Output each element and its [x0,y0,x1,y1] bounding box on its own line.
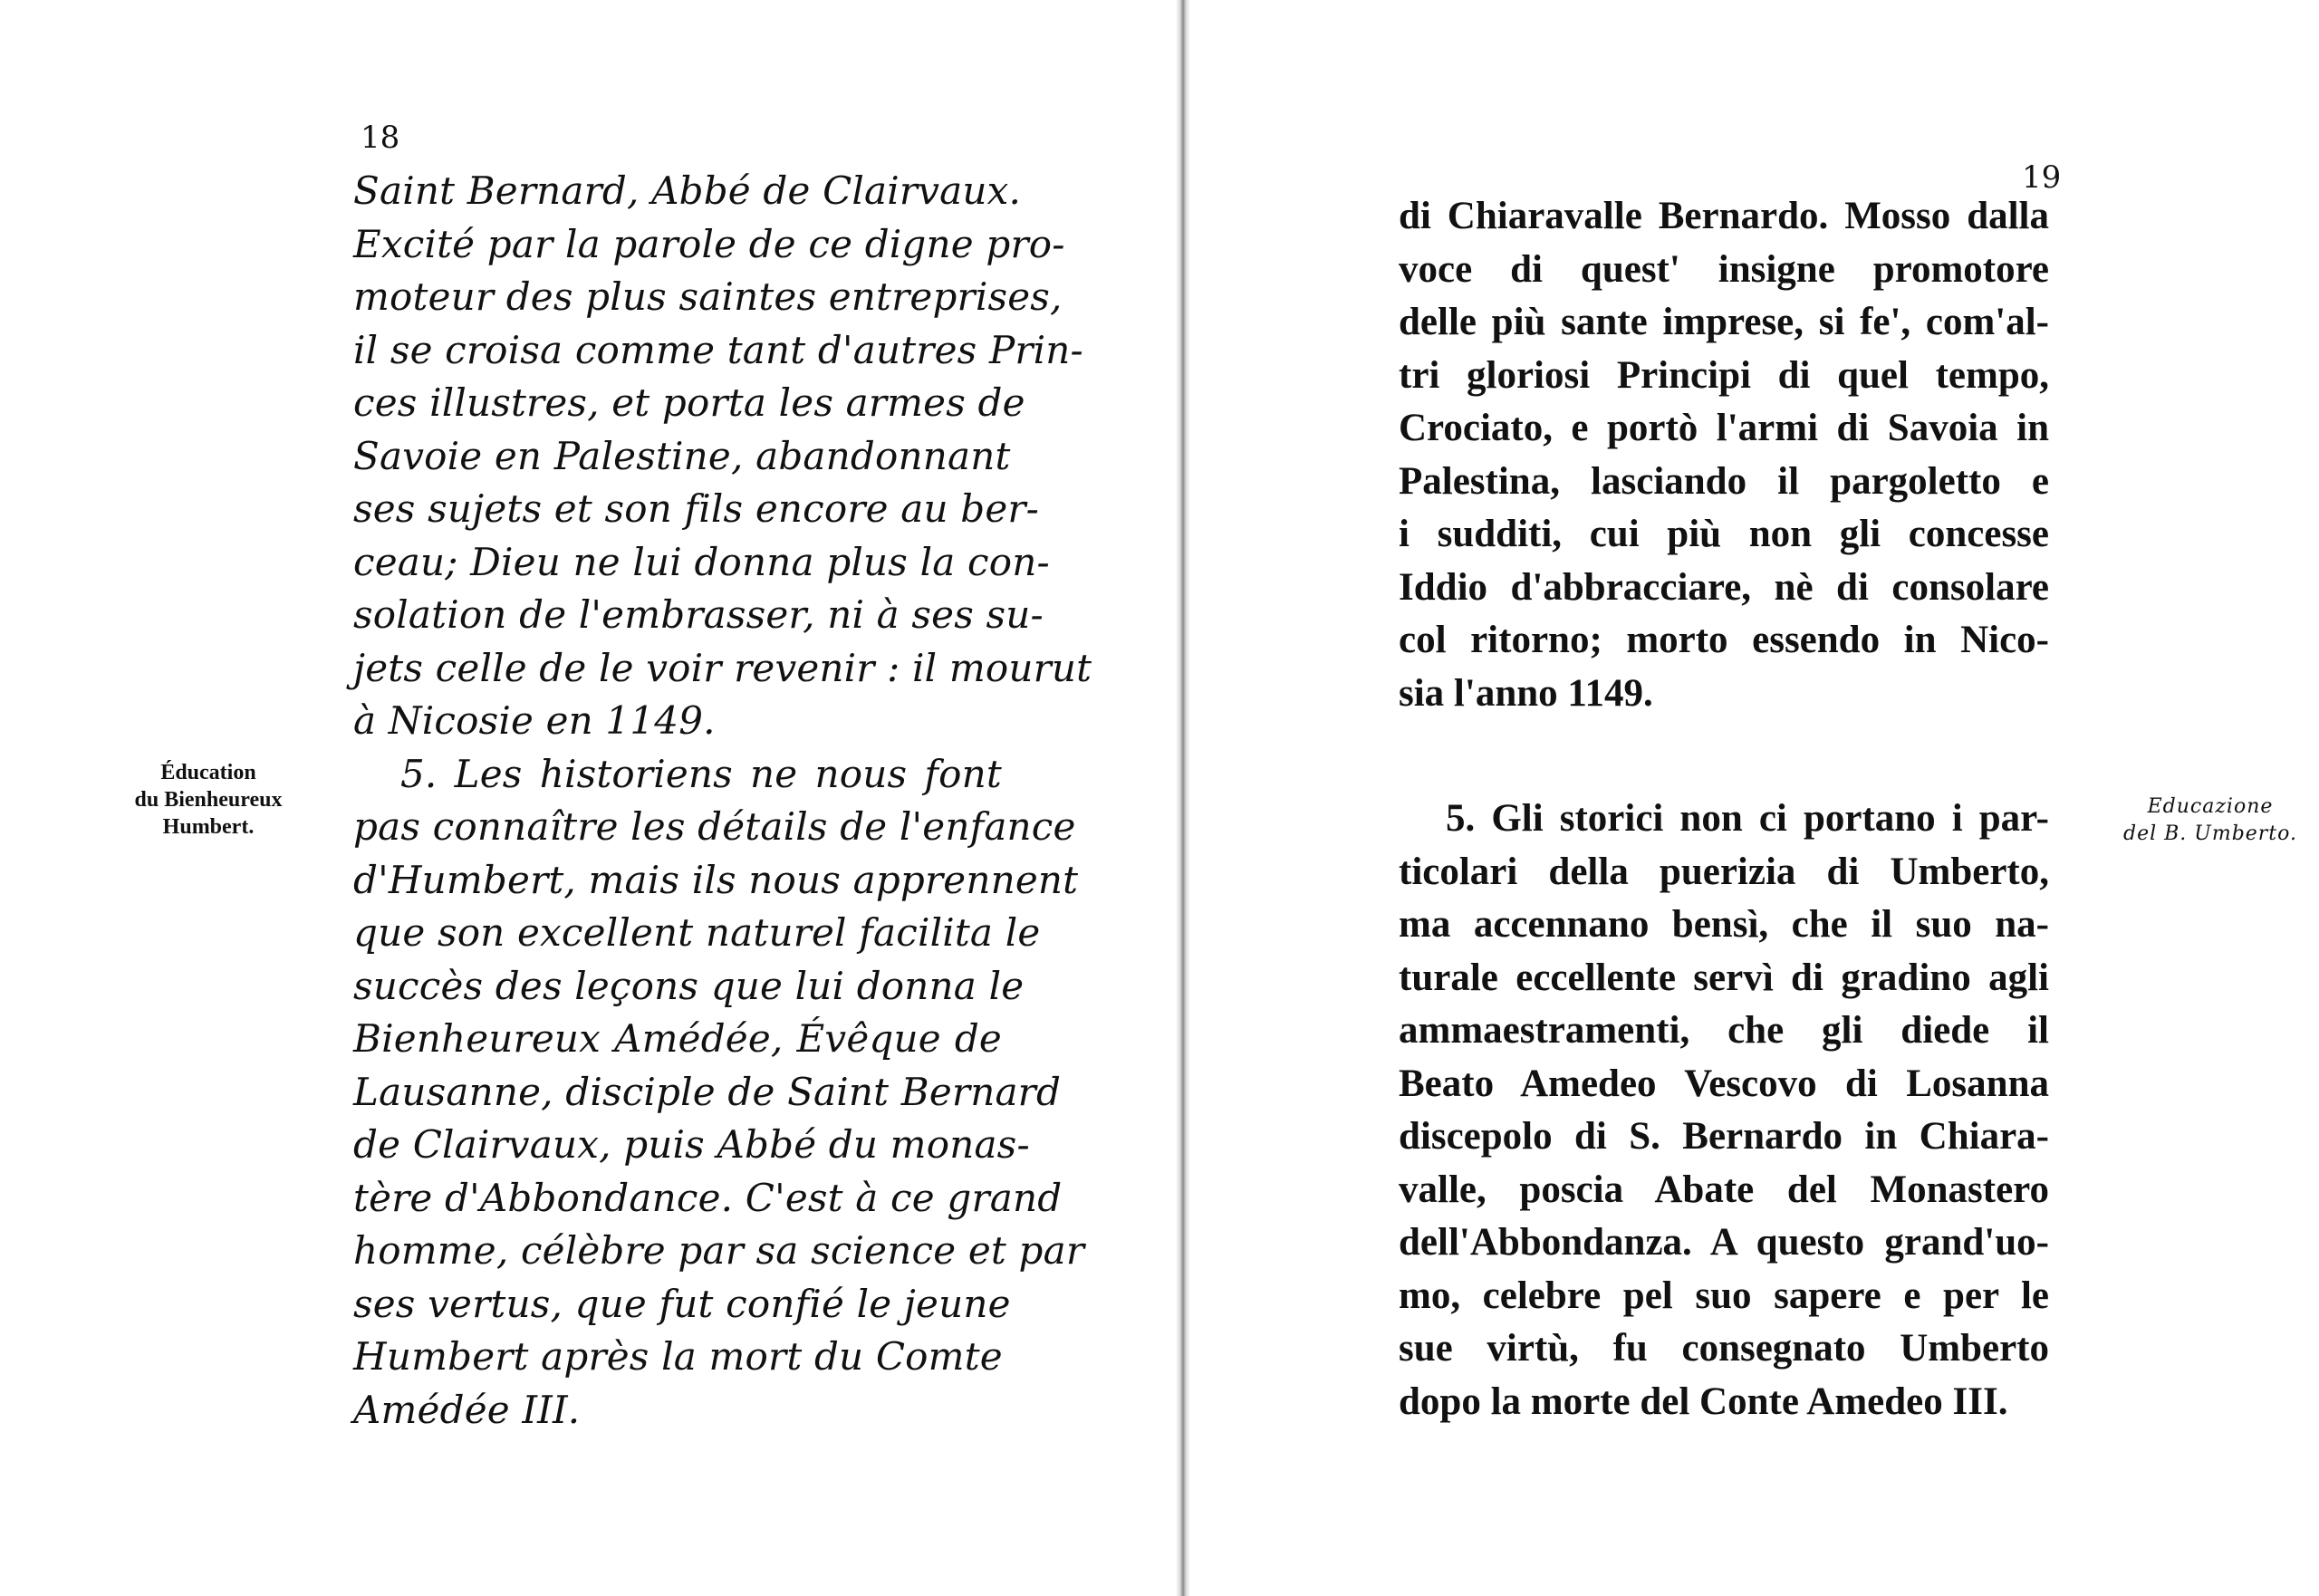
text-line: Bienheureux Amédée, Évêque de [353,1016,1002,1061]
text-line: Excité par la parole de ce digne pro- [353,221,1065,266]
text-line: valle, poscia Abate del Monastero [1399,1168,2049,1211]
text-line: delle più sante imprese, si fe', com'al- [1399,301,2049,343]
page-number: 19 [2022,159,2062,196]
text-line: jets celle de le voir revenir : il mourut [353,645,1092,690]
text-line: Humbert après la mort du Comte [353,1334,1003,1379]
text-line: Crociato, e portò l'armi di Savoia in [1399,407,2049,449]
text-line: moteur des plus saintes entreprises, [353,274,1063,319]
margin-note [118,759,299,841]
text-line: il se croisa comme tant d'autres Prin- [353,327,1083,372]
text-line: turale eccellente servì di gradino agli [1399,956,2049,999]
right-page [1188,0,2319,1596]
text-line: ceau; Dieu ne lui donna plus la con- [353,539,1050,584]
paragraph-start-line: 5. Gli storici non ci portano i par- [1446,797,2049,840]
paragraph-start-line: 5. Les historiens ne nous font [400,751,1002,796]
text-line: succès des leçons que lui donna le [353,963,1025,1008]
body-text [353,165,1092,1437]
text-line: tère d'Abbondance. C'est à ce grand [353,1175,1063,1220]
text-line: pas connaître les détails de l'enfance [353,804,1076,849]
text-line: ses vertus, que fut confié le jeune [353,1281,1011,1326]
text-line: tri gloriosi Principi di quel tempo, [1399,353,2049,397]
text-line: ses sujets et son fils encore au ber- [353,486,1040,531]
text-line: d'Humbert, mais ils nous apprennent [353,857,1079,902]
text-line: ammaestramenti, che gli diede il [1399,1009,2049,1052]
text-line: di Chiaravalle Bernardo. Mosso dalla [1399,195,2049,237]
page-number: 18 [361,120,400,156]
text-line: Lausanne, disciple de Saint Bernard [353,1069,1062,1114]
text-line: ticolari della puerizia di Umberto, [1399,850,2049,893]
text-line: dopo la morte del Conte Amedeo III. [1399,1380,2008,1423]
text-line: à Nicosie en 1149. [353,698,716,743]
text-line: col ritorno; morto essendo in Nico- [1399,619,2049,661]
text-line: que son excellent naturel facilita le [353,910,1041,955]
text-line: sia l'anno 1149. [1399,671,1653,715]
text-line: Amédée III. [353,1387,581,1432]
text-line: de Clairvaux, puis Abbé du monas- [353,1122,1030,1167]
margin-note-line: Educazione [2147,795,2274,818]
text-line: Beato Amedeo Vescovo di Losanna [1399,1062,2049,1105]
text-line: Saint Bernard, Abbé de Clairvaux. [353,168,1022,213]
text-line: sue virtù, fu consegnato Umberto [1399,1327,2049,1370]
margin-note-line: Humbert. [162,815,255,839]
margin-note [2102,793,2319,848]
text-line: mo, celebre pel suo sapere e per le [1399,1274,2049,1317]
text-line: voce di quest' insigne promotore [1399,247,2049,291]
margin-note-line: del B. Umberto. [2123,822,2297,845]
text-line: i sudditi, cui più non gli concesse [1399,513,2049,555]
text-line: homme, célèbre par sa science et par [353,1228,1085,1273]
body-text [1399,190,2049,1428]
margin-note-line: Éducation [160,761,256,784]
text-line: discepolo di S. Bernardo in Chiara- [1399,1115,2049,1158]
text-line: ma accennano bensì, che il suo na- [1399,903,2049,946]
text-line: dell'Abbondanza. A questo grand'uo- [1399,1221,2049,1264]
margin-note-line: du Bienheureux [134,788,283,812]
text-line: solation de l'embrasser, ni à ses su- [353,592,1044,637]
paragraph-gap [1399,720,2049,793]
text-line: Palestina, lasciando il pargoletto e [1399,459,2049,503]
text-line: Iddio d'abbracciare, nè di consolare [1399,565,2049,609]
text-line: ces illustres, et porta les armes de [353,380,1025,425]
text-line: Savoie en Palestine, abandonnant [353,433,1011,478]
